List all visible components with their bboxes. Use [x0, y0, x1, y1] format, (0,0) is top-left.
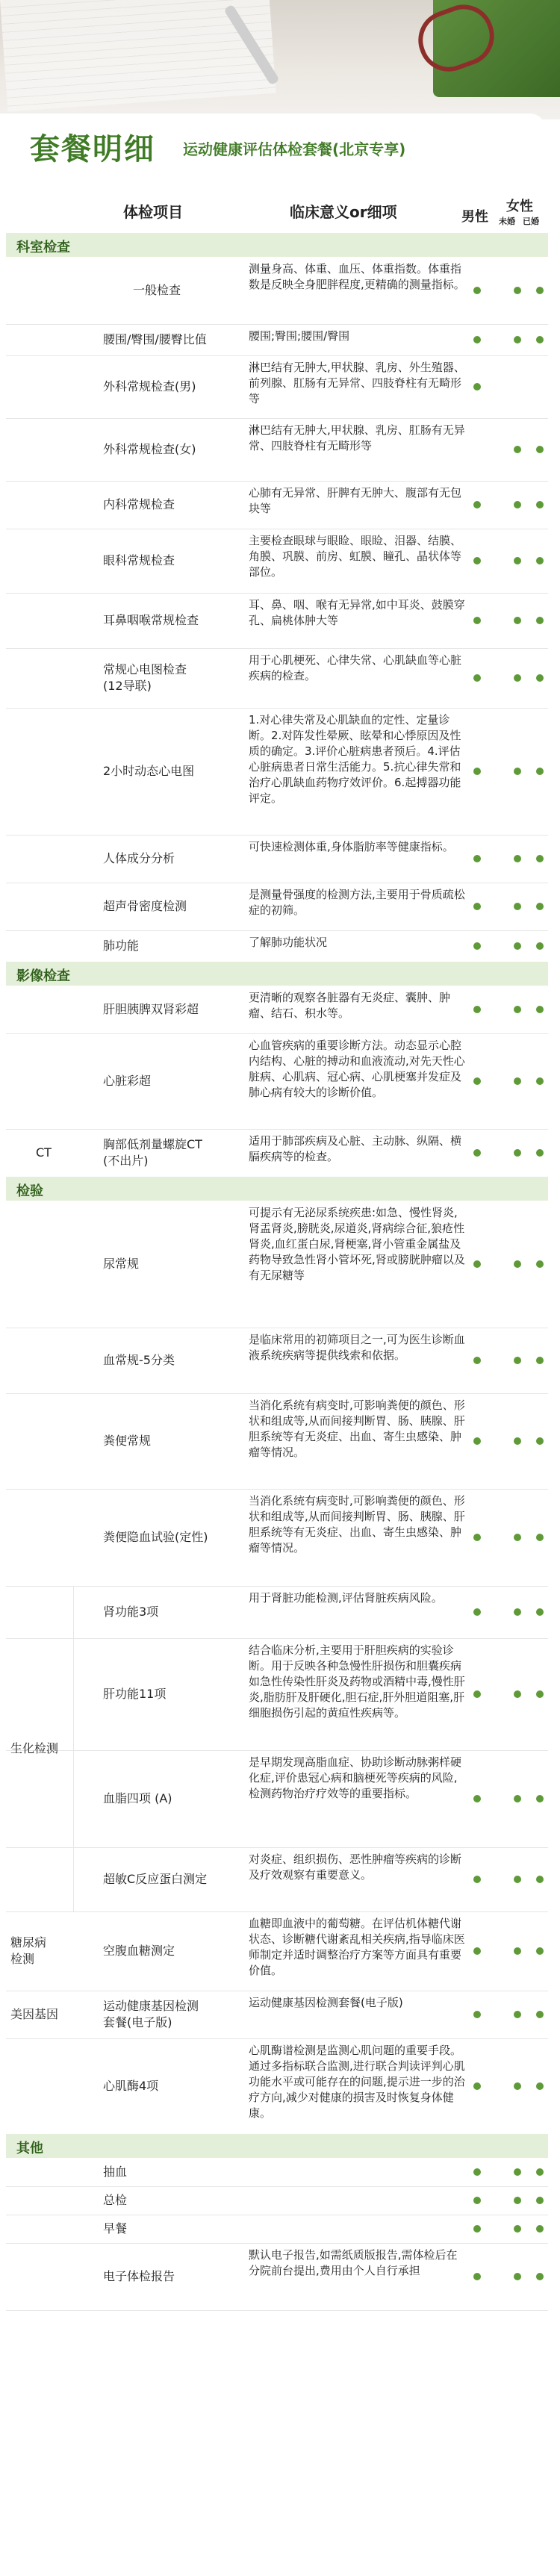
table-row: [6, 418, 548, 482]
item-description: 腰围;臀围;腰围/臀围: [249, 329, 350, 343]
male-included-dot: [473, 2082, 481, 2090]
item-name: 人体成分分析: [103, 851, 175, 865]
table-row: [6, 1489, 548, 1587]
item-name: 血脂四项 (A): [103, 1791, 172, 1805]
unmarried-included-dot: [514, 336, 521, 343]
male-included-dot: [473, 2197, 481, 2204]
unmarried-included-dot: [514, 1006, 521, 1013]
table-row: [6, 2158, 548, 2187]
table-row: [6, 1991, 548, 2039]
item-description: 结合临床分析,主要用于肝胆疾病的实验诊断。用于反映各种急慢性肝损伤和胆囊疾病如急性传染性肝炎及药物或酒精中毒,慢性肝炎,脂肪肝及肝硬化,胆石症,肝外胆道阻塞,肝细胞损伤引起的黄疸性疾病等。: [249, 1643, 465, 1720]
table-row: [6, 481, 548, 529]
item-description: 默认电子报告,如需纸质版报告,需体检后在分院前台提出,费用由个人自行承担: [249, 2248, 458, 2277]
unmarried-included-dot: [514, 1608, 521, 1616]
section-other: [6, 2134, 548, 2158]
married-included-dot: [536, 942, 544, 950]
table-row: [6, 1586, 548, 1639]
married-included-dot: [536, 2082, 544, 2090]
married-included-dot: [536, 287, 544, 294]
table-row: [6, 708, 548, 836]
table-row: [6, 1393, 548, 1490]
unmarried-included-dot: [514, 2273, 521, 2280]
section-title: 影像检查: [16, 968, 70, 984]
item-description: 更清晰的观察各脏器有无炎症、囊肿、肿瘤、结石、积水等。: [249, 991, 451, 1020]
table-row: [6, 835, 548, 883]
unmarried-included-dot: [514, 1357, 521, 1364]
male-included-dot: [473, 501, 481, 508]
col-header-unmarried: 未婚: [499, 217, 515, 226]
table-row: [6, 355, 548, 419]
item-name: 心脏彩超: [103, 1074, 152, 1088]
item-name: 肝胆胰脾双肾彩超: [103, 1002, 199, 1016]
table-row: [6, 2186, 548, 2215]
item-description: 1.对心律失常及心肌缺血的定性、定量诊断。2.对阵发性晕厥、眩晕和心悸原因及性质的确定。3.评价心脏病患者预后。4.评估心脏病患者日常生活能力。5.抗心律失常和治疗心肌缺血药物疗效评价。6.起搏器功能评定。: [249, 713, 461, 805]
married-included-dot: [536, 1006, 544, 1013]
item-name: 尿常规: [103, 1257, 140, 1271]
col-header-item: 体检项目: [123, 203, 183, 221]
item-description: 主要检查眼球与眼睑、眼睑、泪器、结膜、角膜、巩膜、前房、虹膜、瞳孔、晶状体等部位。: [249, 534, 462, 579]
item-name: 外科常规检查(女): [103, 442, 196, 456]
page-title: 套餐明细: [30, 132, 155, 167]
male-included-dot: [473, 903, 481, 910]
item-description: 淋巴结有无肿大,甲状腺、乳房、肛肠有无异常、四肢脊柱有无畸形等: [249, 423, 465, 452]
married-included-dot: [536, 1795, 544, 1802]
item-description: 当消化系统有病变时,可影响粪便的颜色、形状和组成等,从而间接判断胃、肠、胰腺、肝胆系统等有无炎症、出血、寄生虫感染、肿瘤等情况。: [249, 1494, 465, 1555]
group-label-biochem: 生化检测: [10, 1741, 59, 1755]
married-included-dot: [536, 1437, 544, 1445]
unmarried-included-dot: [514, 501, 521, 508]
item-name: 总检: [103, 2193, 128, 2207]
male-included-dot: [473, 1149, 481, 1157]
item-name: 耳鼻咽喉常规检查: [103, 613, 199, 627]
item-name: 眼科常规检查: [103, 553, 175, 567]
table-row: [6, 986, 548, 1034]
group-label-diabetes: 糖尿病 检测: [10, 1935, 47, 1966]
col-header-married: 已婚: [523, 217, 539, 226]
unmarried-included-dot: [514, 1947, 521, 1955]
male-included-dot: [473, 2011, 481, 2018]
married-included-dot: [536, 1947, 544, 1955]
item-name: 腰围/臀围/腰臀比值: [103, 332, 207, 346]
unmarried-included-dot: [514, 2225, 521, 2233]
table-row: [6, 1750, 548, 1848]
section-lab: [6, 233, 548, 257]
married-included-dot: [536, 2011, 544, 2018]
married-included-dot: [536, 446, 544, 453]
married-included-dot: [536, 674, 544, 682]
married-included-dot: [536, 2273, 544, 2280]
item-description: 心肺有无异常、肝脾有无肿大、腹部有无包块等: [249, 486, 462, 515]
item-description: 血糖即血液中的葡萄糖。在评估机体糖代谢状态、诊断糖代谢紊乱相关疾病,指导临床医师制定并适时调整治疗方案等方面具有重要价值。: [249, 1917, 465, 1977]
married-included-dot: [536, 855, 544, 862]
item-name: 一般检查: [133, 283, 181, 297]
male-included-dot: [473, 855, 481, 862]
section-imaging: [6, 962, 548, 986]
unmarried-included-dot: [514, 903, 521, 910]
col-header-female: 女性: [506, 199, 533, 214]
married-included-dot: [536, 1357, 544, 1364]
table-row: [6, 2038, 548, 2135]
male-included-dot: [473, 942, 481, 950]
table-row: [6, 2243, 548, 2311]
unmarried-included-dot: [514, 557, 521, 564]
group-divider: [73, 1586, 74, 1911]
male-included-dot: [473, 336, 481, 343]
table-row: [6, 257, 548, 325]
item-description: 是测量骨强度的检测方法,主要用于骨质疏松症的初筛。: [249, 888, 465, 917]
married-included-dot: [536, 1876, 544, 1883]
table-row: [6, 930, 548, 962]
table-row: [6, 2215, 548, 2244]
male-included-dot: [473, 557, 481, 564]
unmarried-included-dot: [514, 1690, 521, 1698]
group-label-ct: CT: [36, 1145, 52, 1160]
table-row: [6, 883, 548, 931]
table-row: [6, 1328, 548, 1394]
male-included-dot: [473, 768, 481, 775]
item-name: 超声骨密度检测: [103, 899, 187, 913]
table-row: [6, 1638, 548, 1751]
item-name: 常规心电图检查 (12导联): [103, 662, 187, 693]
unmarried-included-dot: [514, 617, 521, 624]
col-header-meaning: 临床意义or细项: [290, 203, 397, 221]
married-included-dot: [536, 903, 544, 910]
unmarried-included-dot: [514, 2011, 521, 2018]
item-name: 肺功能: [103, 939, 140, 953]
item-name: 肝功能11项: [103, 1687, 167, 1701]
male-included-dot: [473, 1260, 481, 1268]
married-included-dot: [536, 1608, 544, 1616]
item-description: 淋巴结有无肿大,甲状腺、乳房、外生殖器、前列腺、肛肠有无异常、四肢脊柱有无畸形等: [249, 361, 465, 405]
married-included-dot: [536, 2197, 544, 2204]
married-included-dot: [536, 1690, 544, 1698]
unmarried-included-dot: [514, 1534, 521, 1541]
male-included-dot: [473, 1077, 481, 1085]
male-included-dot: [473, 1690, 481, 1698]
item-name: 粪便隐血试验(定性): [103, 1530, 208, 1544]
married-included-dot: [536, 1149, 544, 1157]
item-description: 是早期发现高脂血症、协助诊断动脉粥样硬化症,评价患冠心病和脑梗死等疾病的风险,检测药物治疗疗效等的重要指标。: [249, 1755, 462, 1800]
item-description: 当消化系统有病变时,可影响粪便的颜色、形状和组成等,从而间接判断胃、肠、胰腺、肝胆系统等有无炎症、出血、寄生虫感染、肿瘤等情况。: [249, 1399, 465, 1459]
item-description: 适用于肺部疾病及心脏、主动脉、纵隔、横膈疾病等的检查。: [249, 1134, 462, 1163]
male-included-dot: [473, 2273, 481, 2280]
item-name: 抽血: [103, 2165, 128, 2179]
item-description: 心肌酶谱检测是监测心肌问题的重要手段。通过多指标联合监测,进行联合判读评判心肌功能水平或可能存在的问题,提示进一步的治疗方向,减少对健康的损害及时恢复身体健康。: [249, 2044, 465, 2120]
male-included-dot: [473, 674, 481, 682]
item-description: 耳、鼻、咽、喉有无异常,如中耳炎、鼓膜穿孔、扁桃体肿大等: [249, 598, 465, 627]
married-included-dot: [536, 2225, 544, 2233]
married-included-dot: [536, 2168, 544, 2176]
unmarried-included-dot: [514, 287, 521, 294]
item-name: 空腹血糖测定: [103, 1944, 175, 1958]
item-name: 肾功能3项: [103, 1605, 159, 1619]
male-included-dot: [473, 1357, 481, 1364]
married-included-dot: [536, 501, 544, 508]
header-banner: [0, 0, 560, 119]
unmarried-included-dot: [514, 1876, 521, 1883]
item-name: 内科常规检查: [103, 497, 175, 511]
male-included-dot: [473, 1608, 481, 1616]
male-included-dot: [473, 1534, 481, 1541]
married-included-dot: [536, 557, 544, 564]
married-included-dot: [536, 1077, 544, 1085]
item-name: 粪便常规: [103, 1434, 152, 1448]
item-name: 血常规-5分类: [103, 1353, 175, 1367]
item-name: 胸部低剂量螺旋CT (不出片): [103, 1137, 202, 1168]
item-description: 对炎症、组织损伤、恶性肿瘤等疾病的诊断及疗效观察有重要意义。: [249, 1852, 462, 1882]
male-included-dot: [473, 1006, 481, 1013]
table-row: [6, 1201, 548, 1328]
item-description: 心血管疾病的重要诊断方法。动态显示心腔内结构、心脏的搏动和血液流动,对先天性心脏病、心肌病、冠心病、心肌梗塞并发症及肺心病有较大的诊断价值。: [249, 1039, 465, 1099]
section-test: [6, 1177, 548, 1201]
unmarried-included-dot: [514, 768, 521, 775]
unmarried-included-dot: [514, 1077, 521, 1085]
item-name: 2小时动态心电图: [103, 764, 195, 778]
page-subtitle: 运动健康评估体检套餐(北京专享): [183, 140, 406, 158]
married-included-dot: [536, 768, 544, 775]
married-included-dot: [536, 336, 544, 343]
male-included-dot: [473, 617, 481, 624]
group-label-gene: 美因基因: [10, 2007, 59, 2021]
section-title: 科室检查: [16, 240, 70, 255]
table-row: [6, 648, 548, 709]
item-description: 可快速检测体重,身体脂肪率等健康指标。: [249, 840, 454, 853]
item-description: 用于心肌梗死、心律失常、心肌缺血等心脏疾病的检查。: [249, 653, 462, 682]
unmarried-included-dot: [514, 1795, 521, 1802]
item-description: 用于肾脏功能检测,评估肾脏疾病风险。: [249, 1591, 443, 1605]
table-row: [6, 1911, 548, 1991]
male-included-dot: [473, 1947, 481, 1955]
item-description: 测量身高、体重、血压、体重指数。体重指数是反映全身肥胖程度,更精确的测量指标。: [249, 262, 465, 291]
male-included-dot: [473, 383, 481, 391]
male-included-dot: [473, 1876, 481, 1883]
item-name: 心肌酶4项: [103, 2079, 159, 2093]
unmarried-included-dot: [514, 2168, 521, 2176]
table-row: [6, 593, 548, 649]
married-included-dot: [536, 1260, 544, 1268]
item-name: 外科常规检查(男): [103, 379, 196, 393]
married-included-dot: [536, 1534, 544, 1541]
table-row: [6, 529, 548, 594]
item-description: 运动健康基因检测套餐(电子版): [249, 1996, 403, 2009]
male-included-dot: [473, 287, 481, 294]
male-included-dot: [473, 1437, 481, 1445]
table-row: [6, 1033, 548, 1130]
item-description: 可提示有无泌尿系统疾患:如急、慢性肾炎,肾盂肾炎,膀胱炎,尿道炎,肾病综合征,狼疮性肾炎,血红蛋白尿,肾梗塞,肾小管重金属盐及药物导致急性肾小管坏死,肾或膀胱肿瘤以及有无尿糖等: [249, 1206, 465, 1282]
table-row: [6, 1847, 548, 1912]
item-name: 超敏C反应蛋白测定: [103, 1872, 208, 1886]
unmarried-included-dot: [514, 1437, 521, 1445]
unmarried-included-dot: [514, 674, 521, 682]
item-name: 早餐: [103, 2221, 128, 2236]
unmarried-included-dot: [514, 1149, 521, 1157]
male-included-dot: [473, 2168, 481, 2176]
section-title: 检验: [16, 1183, 43, 1199]
item-description: 是临床常用的初筛项目之一,可为医生诊断血液系统疾病等提供线索和依据。: [249, 1333, 465, 1362]
male-included-dot: [473, 2225, 481, 2233]
item-name: 运动健康基因检测 套餐(电子版): [103, 1999, 199, 2029]
unmarried-included-dot: [514, 446, 521, 453]
unmarried-included-dot: [514, 855, 521, 862]
male-included-dot: [473, 1795, 481, 1802]
married-included-dot: [536, 617, 544, 624]
table-row: [6, 324, 548, 356]
unmarried-included-dot: [514, 2197, 521, 2204]
unmarried-included-dot: [514, 942, 521, 950]
unmarried-included-dot: [514, 1260, 521, 1268]
item-name: 电子体检报告: [103, 2269, 175, 2283]
section-title: 其他: [16, 2141, 43, 2156]
unmarried-included-dot: [514, 2082, 521, 2090]
col-header-male: 男性: [461, 209, 488, 225]
item-description: 了解肺功能状况: [249, 936, 328, 949]
table-row: [6, 1129, 548, 1177]
